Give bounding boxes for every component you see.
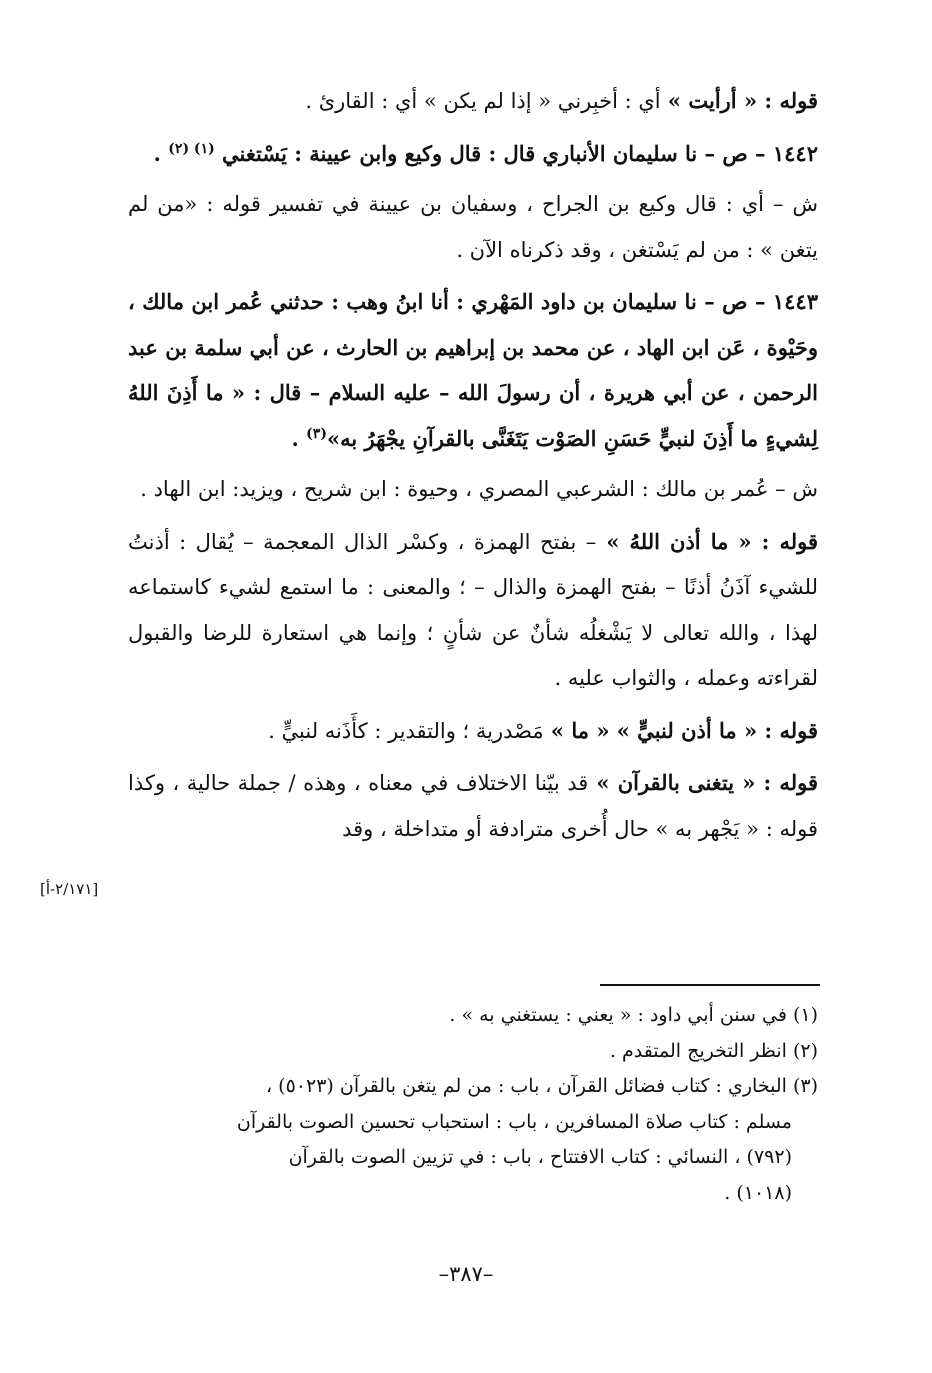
- footnotes: [128, 998, 818, 1211]
- hadith-1443-end: .: [291, 425, 307, 451]
- footnote-separator: [600, 984, 820, 986]
- page-number: –٣٨٧–: [438, 1262, 494, 1286]
- footnote-3-line-2: مسلم : كتاب صلاة المسافرين ، باب : استحباب تحسين الصوت بالقرآن: [236, 1110, 792, 1133]
- paragraph-1: [128, 78, 818, 125]
- paragraph-li-nabiyy-text: مَصْدرية ؛ والتقدير : كأَذَنه لنبيٍّ .: [268, 718, 544, 743]
- paragraph-adhina-text: – بفتح الهمزة ، وكسْر الذال المعجمة – يُقال : أذنتُ للشيء آذَنُ أذنًا – بفتح الهمزة والذال – ؛ والمعنى : ما استمع لشيء كاستماعه لهذا ، والله تعالى لا يَشْغلُه شأنٌ عن شأنٍ ؛ وإنما هي استعارة للرضا والقبول لقراءته وعمله ، والثواب عليه .: [128, 529, 818, 690]
- hadith-1442-end: .: [153, 140, 169, 166]
- paragraph-li-nabiyy-lead: قوله : « ما أذن لنبيٍّ » « ما »: [543, 717, 818, 743]
- hadith-1442: [128, 131, 818, 177]
- footnote-1: (١) في سنن أبي داود : « يعني : يستغني به » .: [449, 1004, 818, 1026]
- hadith-1443: [128, 279, 818, 461]
- manuscript-folio-marker: [٢/١٧١-أ]: [40, 880, 99, 898]
- main-text: [128, 78, 818, 858]
- paragraph-yataghanna-text: قد بيّنا الاختلاف في معناه ، وهذه / جملة حالية ، وكذا قوله : « يَجْهر به » حال أُخرى مترادفة أو متداخلة ، وقد: [128, 771, 818, 841]
- paragraph-adhina-lead: قوله : « ما أذن اللهُ »: [596, 528, 818, 554]
- footnote-3-line-4: (١٠١٨) .: [724, 1181, 792, 1204]
- paragraph-li-nabiyy: [128, 708, 818, 755]
- commentary-1443: ش – عُمر بن مالك : الشرعبي المصري ، وحيوة : ابن شريح ، ويزيد: ابن الهاد .: [140, 477, 818, 501]
- hadith-1443-footnote-ref: (٣): [306, 425, 327, 442]
- commentary-1442: ش – أي : قال وكيع بن الجراح ، وسفيان بن عيينة في تفسير قوله : «من لم يتغن » : من لم يَسْتغن ، وقد ذكرناه الآن .: [128, 192, 818, 262]
- footnote-3-line-3: (٧٩٢) ، النسائي : كتاب الافتتاح ، باب : في تزيين الصوت بالقرآن: [288, 1146, 792, 1168]
- hadith-1442-footnote-refs: (١) (٢): [168, 140, 215, 157]
- paragraph-adhina: [128, 519, 818, 702]
- footnote-3: (٣) البخاري : كتاب فضائل القرآن ، باب : من لم يتغن بالقرآن (٥٠٢٣) ،: [266, 1075, 818, 1097]
- paragraph-yataghanna: [128, 760, 818, 852]
- hadith-1443-text: ١٤٤٣ – ص – نا سليمان بن داود المَهْري : أنا ابنُ وهب : حدثني عُمر ابن مالك ، وحَيْوة ، عَن ابن الهاد ، عن محمد بن إبراهيم بن الحارث ، عن أبي سلمة بن عبد الرحمن ، عن أبي هريرة ، أن رسولَ الله – عليه السلام – قال : « ما أَذِنَ اللهُ لِشيءٍ ما أَذِنَ لنبيٍّ حَسَنِ الصَوْت يَتَغَنَّى بالقرآنِ يجْهَرُ به»: [128, 289, 818, 451]
- paragraph-1-lead: قوله : « أرأيت »: [660, 88, 818, 113]
- paragraph-1-text: أي : أخبِرني « إذا لم يكن » أي : القارئ .: [305, 89, 661, 113]
- footnote-2: (٢) انظر التخريج المتقدم .: [609, 1039, 818, 1062]
- hadith-1442-text: ١٤٤٢ – ص – نا سليمان الأنباري قال : قال وكيع وابن عيينة : يَسْتغني: [222, 140, 818, 166]
- paragraph-yataghanna-lead: قوله : « يتغنى بالقرآن »: [588, 770, 818, 795]
